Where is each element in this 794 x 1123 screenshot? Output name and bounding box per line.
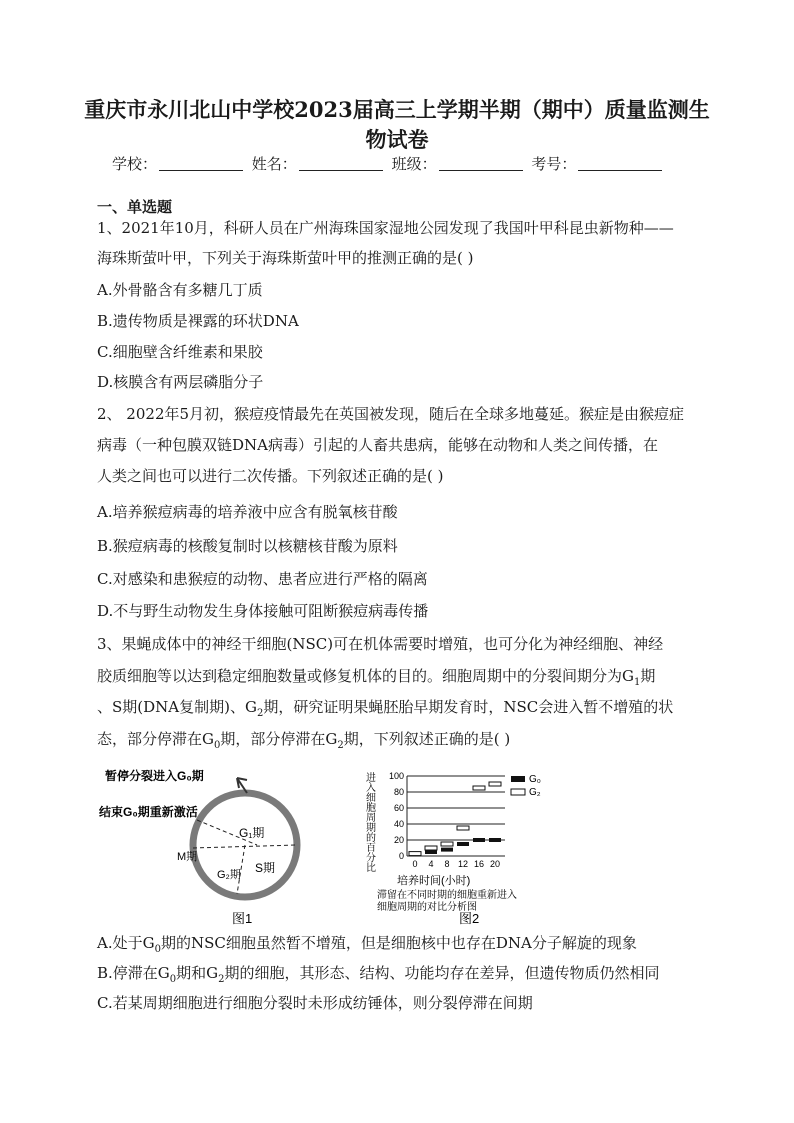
x-tick-label: 12 [457,859,469,869]
number-label: 考号： [531,155,577,173]
name-label: 姓名： [251,155,297,173]
legend-g2-label: G₂ [529,787,541,798]
page-title-continued: 物试卷 [365,127,429,152]
g0-bar [441,848,453,852]
y-tick-label: 40 [393,819,404,829]
figure2-note-1: 滞留在不同时期的细胞重新进入 [377,890,517,901]
legend-g2-swatch [511,789,525,795]
y-tick-label: 80 [393,787,404,797]
y-tick-label: 20 [393,835,404,845]
q3-stem-line3: 、S期(DNA复制期)、$G_2$期，研究证明果蝇胚胎早期发育时，NSC会进入暂不增殖的状 [97,698,674,719]
q1-option-a: A.外骨骼含有多糖几丁质 [97,281,263,299]
q2-option-b: B.猴痘病毒的核酸复制时以核糖核苷酸为原料 [97,537,398,555]
name-blank[interactable] [299,156,383,171]
q3-option-a: A.处于$G_0$期的NSC细胞虽然暂不增殖，但是细胞核中也存在DNA分子解旋的现象 [97,934,637,955]
figure1-label-mid: 结束G₀期重新激活 [99,805,198,819]
school-blank[interactable] [159,156,243,171]
x-tick-label-zero: 0 [412,859,418,869]
g2-bar [489,782,501,786]
g2-bar [441,842,453,846]
q2-stem-line1: 2、 2022年5月初，猴痘疫情最先在英国被发现，随后在全球多地蔓延。猴症是由猴痘症 [97,405,685,423]
page-title: 重庆市永川北山中学校2023届高三上学期半期（期中）质量监测生 [84,97,710,122]
q1-option-b: B.遗传物质是裸露的环状DNA [97,312,299,330]
g0-bar [457,842,469,846]
figure2-xlabel: 培养时间(小时) [397,875,471,887]
figure2-chart [364,771,541,926]
x-tick-label: 8 [444,859,450,869]
figure1-cell-cycle [99,768,297,926]
label-g1: G₁期 [239,826,265,840]
q3-option-c: C.若某周期细胞进行细胞分裂时未形成纺锤体，则分裂停滞在间期 [97,994,533,1012]
q2-option-c: C.对感染和患猴痘的动物、患者应进行严格的隔离 [97,570,428,588]
g0-bar [425,850,437,854]
label-g2: G₂期 [217,869,241,881]
q3-stem-line1: 3、果蝇成体中的神经干细胞(NSC)可在机体需要时增殖，也可分化为神经细胞、神经 [97,635,664,653]
q2-stem-line3: 人类之间也可以进行二次传播。下列叙述正确的是( ) [97,467,444,485]
legend-g0-swatch [511,776,525,782]
g2-bar [425,846,437,850]
q1-stem-line1: 1、2021年10月，科研人员在广州海珠国家湿地公园发现了我国叶甲科昆虫新物种—— [97,219,674,237]
y-tick-label: 60 [393,803,404,813]
y-tick-label: 100 [388,771,404,781]
school-label: 学校： [112,155,158,173]
x-tick-label: 20 [489,859,501,869]
q2-option-a: A.培养猴痘病毒的培养液中应含有脱氧核苷酸 [97,503,398,521]
x-tick-label: 4 [428,859,434,869]
g2-bar [409,852,421,856]
g2-bar [457,826,469,830]
legend-g0-label: G₀ [529,774,541,785]
student-info-row [112,154,666,174]
figure2-ylabel: 进入细胞周期的百分比 [363,772,375,872]
q3-stem-line2: 胶质细胞等以达到稳定细胞数量或修复机体的目的。细胞周期中的分裂间期分为$G_1$期 [97,667,656,688]
class-blank[interactable] [439,156,523,171]
x-tick-label: 16 [473,859,485,869]
figure1-label-top: 暂停分裂进入G₀期 [105,769,204,783]
g0-bar [473,838,485,842]
y-tick-label: 0 [398,851,404,861]
section-title: 一、单选题 [97,198,173,216]
label-s: S期 [255,861,276,875]
number-blank[interactable] [578,156,662,171]
figure1-caption: 图1 [232,911,253,926]
q1-option-d: D.核膜含有两层磷脂分子 [97,373,264,391]
q1-stem-line2: 海珠斯萤叶甲，下列关于海珠斯萤叶甲的推测正确的是( ) [97,249,474,267]
figure2-note-2: 细胞周期的对比分析图 [377,902,477,913]
label-m: M期 [177,851,198,863]
q2-stem-line2: 病毒（一种包膜双链DNA病毒）引起的人畜共患病，能够在动物和人类之间传播，在 [97,436,658,454]
q3-figures [97,760,567,930]
g2-bar [473,786,485,790]
figure2-caption: 图2 [459,911,480,926]
q1-option-c: C.细胞壁含纤维素和果胶 [97,343,263,361]
q2-option-d: D.不与野生动物发生身体接触可阻断猴痘病毒传播 [97,602,429,620]
g0-bar [489,838,501,842]
q3-stem-line4: 态，部分停滞在$G_0$期，部分停滞在$G_2$期，下列叙述正确的是( ) [97,730,511,751]
q3-option-b: B.停滞在$G_0$期和$G_2$期的细胞，其形态、结构、功能均存在差异，但遗传物质仍然相同 [97,964,660,985]
class-label: 班级： [391,155,437,173]
